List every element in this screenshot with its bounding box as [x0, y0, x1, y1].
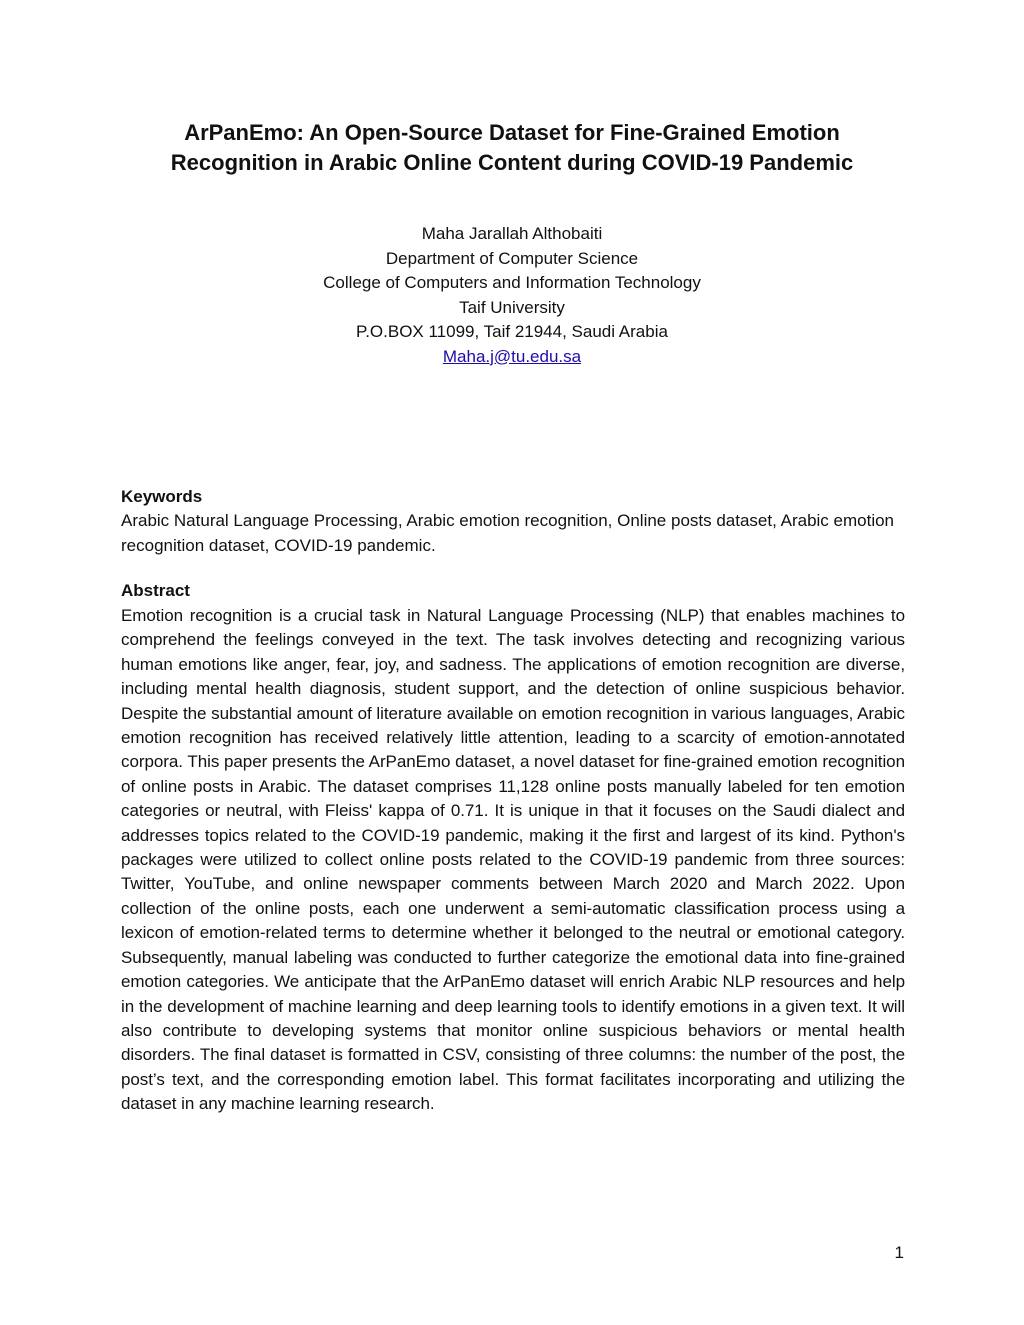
author-university: Taif University	[459, 297, 565, 317]
page-number: 1	[894, 1243, 904, 1262]
keywords-text: Arabic Natural Language Processing, Arabic emotion recognition, Online posts dataset, Arabic emotion recognition dataset, COVID-19 pandemic.	[121, 511, 895, 555]
paper-title	[120, 118, 904, 178]
author-college: College of Computers and Information Technology	[323, 273, 701, 292]
abstract-heading: Abstract	[121, 581, 190, 600]
keywords-heading: Keywords	[121, 487, 203, 506]
abstract-text: Emotion recognition is a crucial task in Natural Language Processing (NLP) that enables machines to comprehend the feelings conveyed in the text. The task involves detecting and recognizing various human emotions like anger, fear, joy, and sadness. The applications of emotion recognition are diverse, including mental health diagnosis, student support, and the detection of online suspicious behavior. Despite the substantial amount of literature available on emotion recognition in various languages, Arabic emotion recognition has received relatively little attention, leading to a scarcity of emotion-annotated corpora. This paper presents the ArPanEmo dataset, a novel dataset for fine-grained emotion recognition of online posts in Arabic. The dataset comprises 11,128 online posts manually labeled for ten emotion categories or neutral, with Fleiss' kappa of 0.71. It is unique in that it focuses on the Saudi dialect and addresses topics related to the COVID-19 pandemic, making it the first and largest of its kind. Python's packages were utilized to collect online posts related to the COVID-19 pandemic from three sources: Twitter, YouTube, and online newspaper comments between March 2020 and March 2022. Upon collection of the online posts, each one underwent a semi-automatic classification process using a lexicon of emotion-related terms to determine whether it belonged to the neutral or emotional category. Subsequently, manual labeling was conducted to further categorize the emotional data into fine-grained emotion categories. We anticipate that the ArPanEmo dataset will enrich Arabic NLP resources and help in the development of machine learning and deep learning tools to identify emotions in a given text. It will also contribute to developing systems that monitor online suspicious behaviors or mental health disorders. The final dataset is formatted in CSV, consisting of three columns: the number of the post, the post’s text, and the corresponding emotion label. This format facilitates incorporating and utilizing the dataset in any machine learning research.	[121, 606, 905, 1114]
author-email-link[interactable]: Maha.j@tu.edu.sa	[442, 346, 582, 366]
author-address: P.O.BOX 11099, Taif 21944, Saudi Arabia	[356, 322, 668, 341]
author-block	[120, 222, 904, 369]
title-line-1: ArPanEmo: An Open-Source Dataset for Fine-Grained Emotion	[184, 120, 840, 145]
title-line-2: Recognition in Arabic Online Content during COVID-19 Pandemic	[170, 150, 854, 175]
author-department: Department of Computer Science	[385, 248, 639, 268]
author-name: Maha Jarallah Althobaiti	[421, 224, 603, 243]
